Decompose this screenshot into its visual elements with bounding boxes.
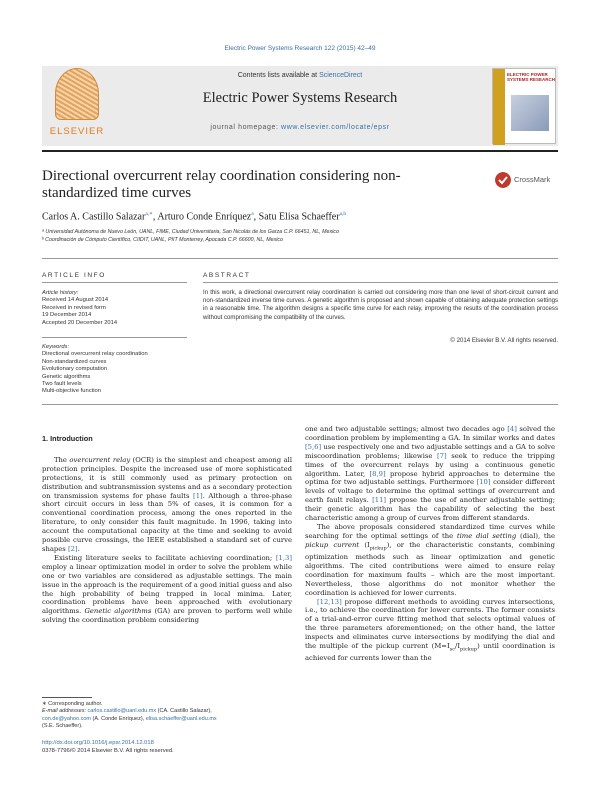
- text-run: propose different methods to avoiding curves intersections, i.e., to achieve the coordination for lower currents. The former consists of a trial-and-error curve fitting method that selects optimal values of the three parameters aforementioned; on the other hand, the latter inspects and eliminates curve intersections by modifying the dial and the multiple of the pickup current (M=I: [305, 597, 555, 651]
- text-run: propose hybrid approaches to determine the optima for two adjustable settings. Furthermore: [305, 469, 555, 487]
- emphasis: pickup current: [305, 540, 360, 549]
- history-item: Received 14 August 2014: [42, 297, 109, 304]
- corresponding-author-note: ∗ Corresponding author.: [42, 701, 103, 707]
- citation-link[interactable]: [11]: [372, 496, 387, 505]
- cover-title: ELECTRIC POWER SYSTEMS RESEARCH: [507, 72, 556, 82]
- text-run: (GA) are proven to perform well while solving the coordination problem considering: [42, 607, 292, 625]
- journal-citation[interactable]: Electric Power Systems Research 122 (2015) 42–49: [224, 45, 376, 52]
- article-history: [42, 290, 182, 327]
- text-run: Existing literature seeks to facilitate achieving coordination;: [54, 553, 276, 562]
- email-link[interactable]: con.de@yahoo.com: [42, 715, 92, 722]
- abstract-rule: [203, 282, 558, 283]
- author-name[interactable]: Carlos A. Castillo Salazar: [42, 211, 146, 223]
- doi-link[interactable]: http://dx.doi.org/10.1016/j.epsr.2014.12.018: [42, 740, 154, 746]
- keyword-item: Evolutionary computation: [42, 366, 108, 373]
- keywords-rule: [42, 337, 187, 338]
- citation-link[interactable]: [1,3]: [275, 553, 292, 562]
- article-info-heading: ARTICLE INFO: [42, 272, 106, 279]
- body-left-column: [42, 435, 292, 625]
- text-run: (dial), the: [516, 531, 555, 540]
- email-owner: (S.E. Schaeffer).: [42, 723, 83, 730]
- author-affil-marker[interactable]: a,b: [339, 211, 347, 217]
- text-run: seek to reduce the tripping times of the overcurrent relays by using a continuous genetic algorithm. Later,: [305, 451, 555, 478]
- emphasis: time dial setting: [456, 531, 517, 540]
- citation-link[interactable]: [1]: [193, 491, 203, 500]
- text-run: consider different levels of voltage to determine the optimal settings of overcurrent and earth fault relays.: [305, 478, 556, 505]
- text-run: .: [77, 544, 80, 553]
- citation-link[interactable]: [5,6]: [305, 442, 322, 451]
- citation-link[interactable]: [2]: [67, 544, 78, 553]
- email-owner: (A. Conde Enríquez),: [91, 715, 146, 722]
- paper-title: Directional overcurrent relay coordination considering non-standardized time curves: [42, 168, 401, 201]
- author-list: Carlos A. Castillo Salazar$^{a,∗}$, Arturo Conde Enríquez$^a$, Satu Elisa Schaeffer$^{a,b}$: [42, 211, 347, 223]
- abstract-heading: ABSTRACT: [203, 272, 251, 279]
- history-item: Accepted 20 December 2014: [42, 319, 118, 326]
- paragraph: [305, 523, 555, 598]
- body-divider: [42, 404, 558, 405]
- text-run: The: [54, 455, 70, 464]
- email-link[interactable]: elisa.schaeffer@uanl.edu.mx: [145, 715, 217, 722]
- subscript: pickup: [369, 545, 387, 552]
- citation-link[interactable]: [7]: [437, 451, 447, 460]
- keywords-block: [42, 344, 182, 396]
- email-link[interactable]: carlos.castillo@uanl.edu.mx: [87, 708, 157, 715]
- footnote-rule: [42, 697, 92, 698]
- history-label: Article history:: [42, 290, 79, 296]
- text-run: ) until coordination is achieved for currents lower than the: [305, 642, 555, 663]
- emails-label: E-mail addresses:: [42, 708, 88, 715]
- email-line: [42, 708, 292, 715]
- paragraph: [42, 456, 292, 554]
- journal-cover-thumbnail[interactable]: [492, 68, 556, 144]
- text-run: use respectively one and two adjustable settings and a GA to solve miscoordination problems; likewise: [305, 442, 555, 460]
- affiliation-divider: [42, 258, 558, 259]
- subscript: pickup: [460, 646, 478, 653]
- affiliation-a: ᵃ Universidad Autónoma de Nuevo León, UANL, FIME, Ciudad Universitaria, San Nicolás de los Garza C.P. 66451, NL, Mexico: [42, 229, 339, 235]
- text-run: . Although a three-phase short circuit occurs in less than 5% of cases, it is common for a conventional coordination process, among the ones reported in the literature, to only consider this fault magnitude. In 1996, taking into account the computational capacity at the time and seeking to avoid possible curve crossings, the IEEE established a standard set of curve shapes: [42, 491, 293, 553]
- citation-link[interactable]: [4]: [507, 425, 517, 433]
- keyword-item: Two fault levels: [42, 381, 82, 388]
- crossmark-icon: [495, 172, 511, 188]
- sciencedirect-link[interactable]: ScienceDirect: [319, 72, 363, 79]
- homepage-link[interactable]: www.elsevier.com/locate/epsr: [281, 124, 390, 131]
- article-info-rule: [42, 282, 187, 283]
- author-name[interactable]: Satu Elisa Schaeffer: [258, 211, 340, 223]
- citation-link[interactable]: [10]: [476, 478, 491, 487]
- text-run: solved the coordination problem by implementing a GA. In similar works and dates: [305, 425, 556, 442]
- email-line: [42, 716, 292, 723]
- email-owner: (CA. Castillo Salazar),: [156, 708, 212, 715]
- text-run: (OCR) is the simplest and cheapest among all protection principles. Despite the increased use of more sophisticated protections, it is still commonly used as primary protection on distribution and subtransmission systems and as a secondary protection on transmission systems for phase faults: [42, 455, 292, 500]
- citation-link[interactable]: [8,9]: [369, 469, 386, 478]
- keyword-item: Directional overcurrent relay coordination: [42, 351, 148, 358]
- page-footer: [42, 740, 342, 756]
- text-run: The above proposals considered standardized time curves while searching for the optimal settings of the: [305, 522, 555, 540]
- affiliation-b: ᵇ Coordinación de Cómputo Científico, CIIDIT, UANL, PIIT Monterrey, Apocada C.P. 66600, NL, Mexico: [42, 237, 284, 243]
- author-affil-marker[interactable]: a,∗: [145, 211, 153, 217]
- paragraph: [42, 554, 292, 625]
- subscript: sc: [449, 646, 456, 653]
- citation-link[interactable]: [12,13]: [317, 597, 342, 606]
- text-run: (I: [359, 540, 370, 549]
- elsevier-wordmark: ELSEVIER: [49, 126, 105, 137]
- keyword-item: Multi-objective function: [42, 388, 101, 395]
- emphasis: overcurrent relay: [69, 455, 131, 464]
- issn-copyright: 0378-7796/© 2014 Elsevier B.V. All rights reserved.: [42, 747, 174, 754]
- footnote: [42, 701, 292, 731]
- text-run: ), or the characteristic constants, combining optimization methods such as linear optimization and genetic algorithms. The cited contributions were aimed to ensure relay coordination for maximum faults – which are the most important. Nevertheless, those algorithms do not monitor whether the coordination is achieved for lower currents.: [305, 540, 555, 597]
- history-item: 19 December 2014: [42, 312, 92, 319]
- crossmark-button[interactable]: [495, 172, 555, 188]
- keyword-item: Non-standardized curves: [42, 358, 107, 365]
- homepage-prefix: journal homepage:: [210, 124, 282, 131]
- paragraph: [305, 598, 555, 664]
- text-run: one and two adjustable settings; almost two decades ago: [305, 425, 508, 433]
- crossmark-label: CrossMark: [514, 175, 551, 184]
- paragraph: [305, 425, 555, 523]
- author-name[interactable]: Arturo Conde Enríquez: [157, 211, 252, 223]
- keyword-item: Genetic algorithms: [42, 373, 91, 380]
- contents-prefix: Contents lists available at: [237, 72, 320, 79]
- author-affil-marker[interactable]: a: [251, 211, 254, 217]
- section-heading-introduction: 1. Introduction: [42, 434, 93, 443]
- text-run: propose the use of another adjustable setting; their genetic algorithm has the capability of selecting the best characteristic among a group of curves from different standards.: [305, 496, 555, 523]
- cover-band: [493, 69, 505, 145]
- abstract-text: In this work, a directional overcurrent relay coordination is carried out considering more than one level of short-circuit current and non-standardized inverse time curves. A genetic algorithm is proposed and shown capable of obtaining adequate protection settings in a reasonable time. The algorithm designs a specific time curve for each relay, improving the results of the coordination process without compromising the compatibility of the curves.: [203, 289, 559, 321]
- history-item: Received in revised form: [42, 304, 106, 311]
- text-run: employ a linear optimization model in order to solve the problem while one or two variables are considered as adjustable settings. The main issue in the approach is the requirement of a good initial guess and also the high probability of being trapped in local minima. Later, coordination problems have been approached with evolutionary algorithms.: [42, 562, 292, 616]
- text-run: /I: [455, 642, 461, 651]
- body-right-column: [305, 425, 555, 663]
- emphasis: Genetic algorithms: [84, 607, 152, 616]
- cover-art: [511, 95, 549, 131]
- journal-title: Electric Power Systems Research: [202, 90, 398, 106]
- header-divider: [42, 150, 558, 152]
- abstract-copyright: © 2014 Elsevier B.V. All rights reserved.: [450, 337, 558, 344]
- keywords-label: Keywords:: [42, 344, 70, 350]
